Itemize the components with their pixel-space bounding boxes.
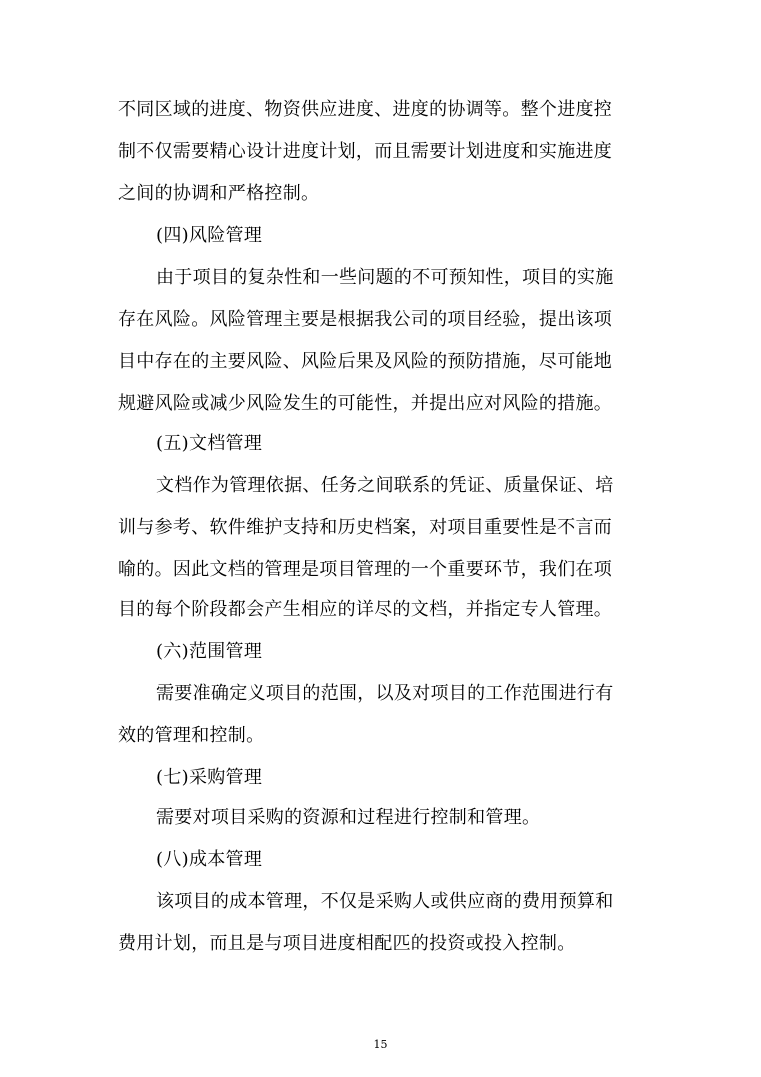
page-number: 15 [373,1038,388,1051]
section-heading-cost: (八)成本管理 [156,849,263,870]
paragraph-line: 存在风险。风险管理主要是根据我公司的项目经验，提出该项 [118,309,613,330]
section-heading-scope: (六)范围管理 [156,641,263,662]
paragraph-line: 效的管理和控制。 [118,725,265,746]
paragraph-line: 由于项目的复杂性和一些问题的不可预知性，项目的实施 [156,267,614,288]
paragraph-line: 训与参考、软件维护支持和历史档案，对项目重要性是不言而 [118,517,613,538]
paragraph-line: 需要准确定义项目的范围，以及对项目的工作范围进行有 [156,683,614,704]
paragraph-line: 费用计划，而且是与项目进度相配匹的投资或投入控制。 [118,933,576,954]
paragraph-line: 目的每个阶段都会产生相应的详尽的文档，并指定专人管理。 [118,599,613,620]
paragraph-line: 需要对项目采购的资源和过程进行控制和管理。 [156,807,541,828]
section-heading-risk: (四)风险管理 [156,225,263,246]
paragraph-line: 制不仅需要精心设计进度计划，而且需要计划进度和实施进度 [118,141,613,162]
section-heading-procurement: (七)采购管理 [156,767,263,788]
paragraph-line: 文档作为管理依据、任务之间联系的凭证、质量保证、培 [156,475,614,496]
paragraph-line: 喻的。因此文档的管理是项目管理的一个重要环节，我们在项 [118,559,613,580]
section-heading-documents: (五)文档管理 [156,433,263,454]
paragraph-line: 规避风险或减少风险发生的可能性，并提出应对风险的措施。 [118,393,613,414]
paragraph-line: 不同区域的进度、物资供应进度、进度的协调等。整个进度控 [118,99,613,120]
paragraph-line: 目中存在的主要风险、风险后果及风险的预防措施，尽可能地 [118,351,613,372]
paragraph-line: 之间的协调和严格控制。 [118,183,320,204]
paragraph-line: 该项目的成本管理，不仅是采购人或供应商的费用预算和 [156,891,614,912]
